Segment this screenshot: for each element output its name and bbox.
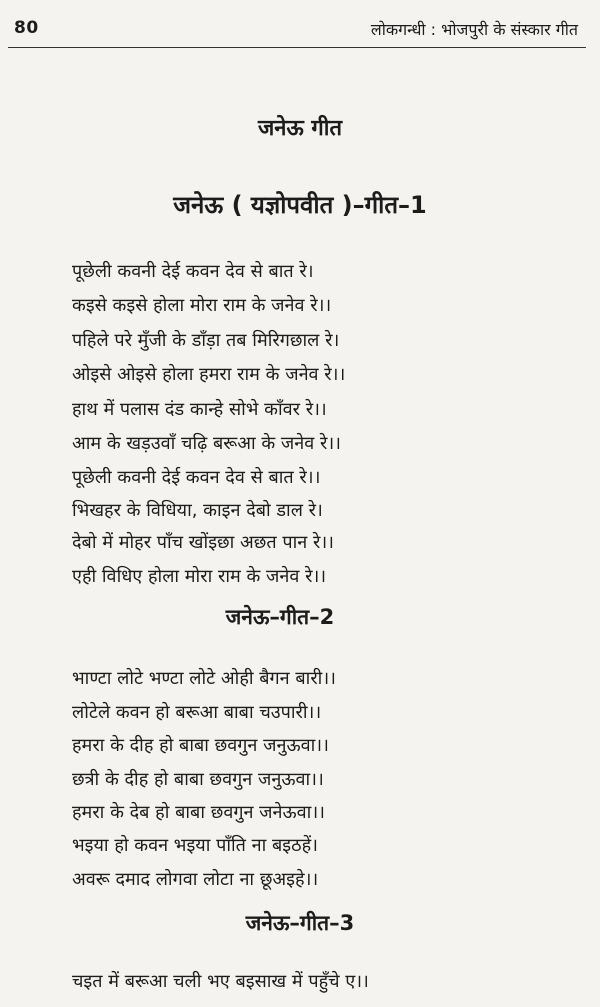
verse-line: भइया हो कवन भइया पाँति ना बइठहें। [72, 835, 318, 856]
verse-line: आम के खड़उवाँ चढ़ि बरूआ के जनेव रे।। [72, 433, 341, 454]
page-header [0, 0, 600, 54]
verse-line: हाथ में पलास दंड कान्हे सोभे काँवर रे।। [72, 399, 327, 420]
running-title: लोकगन्धी : भोजपुरी के संस्कार गीत [370, 20, 578, 39]
page-number: 80 [14, 18, 39, 38]
chapter-title: जनेऊ गीत [257, 116, 343, 141]
verse-line: एही विधिए होला मोरा राम के जनेव रे।। [72, 566, 327, 587]
verse-line: हमरा के दीह हो बाबा छवगुन जनुऊवा।। [72, 735, 329, 756]
verse-line: ओइसे ओइसे होला हमरा राम के जनेव रे।। [72, 364, 346, 385]
verse-line: चइत में बरूआ चली भए बइसाख में पहुँचे ए।। [72, 971, 369, 992]
verse-line: पूछेली कवनी देई कवन देव से बात रे।। [72, 467, 321, 488]
header-rule [8, 47, 586, 48]
verse-line: देबो में मोहर पाँच खोंइछा अछत पान रे।। [72, 532, 334, 553]
verse-line: पूछेली कवनी देई कवन देव से बात रे। [72, 261, 314, 282]
verse-line: लोटेले कवन हो बरूआ बाबा चउपारी।। [72, 702, 322, 723]
section-heading-2: जनेऊ–गीत–2 [225, 605, 335, 629]
verse-line: अवरू दमाद लोगवा लोटा ना छूअइहे।। [72, 869, 319, 890]
section-heading-1: जनेऊ ( यज्ञोपवीत )–गीत–1 [173, 191, 427, 219]
verse-line: पहिले परे मुँजी के डाँड़ा तब मिरिगछाल रे। [72, 330, 340, 351]
verse-line: भाण्टा लोटे भण्टा लोटे ओही बैगन बारी।। [72, 668, 336, 689]
verse-line: छत्री के दीह हो बाबा छवगुन जनुऊवा।। [72, 769, 324, 790]
verse-line: भिखहर के विधिया, काइन देबो डाल रे। [72, 500, 323, 521]
verse-line: कइसे कइसे होला मोरा राम के जनेव रे।। [72, 295, 332, 316]
verse-line: हमरा के देब हो बाबा छवगुन जनेऊवा।। [72, 802, 325, 823]
section-heading-3: जनेऊ–गीत–3 [245, 911, 355, 935]
